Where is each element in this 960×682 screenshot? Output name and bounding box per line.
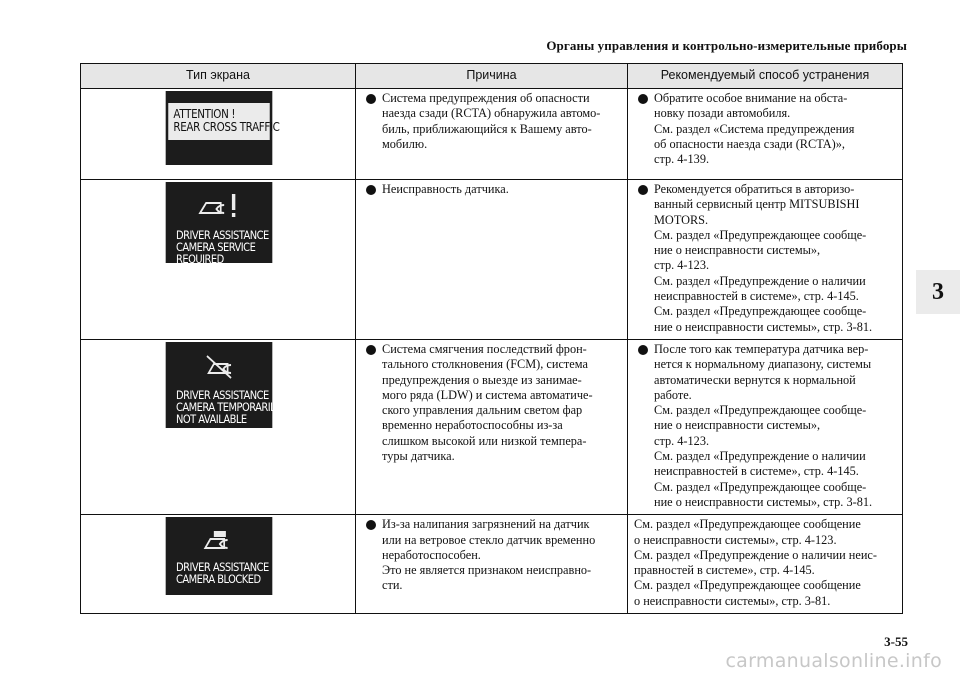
screen-cell [81,180,356,340]
remedy-cell [628,339,903,514]
text-line: ванный сервисный центр MITSUBISHI [654,197,860,212]
camera-blocked-icon [193,527,245,555]
table-row [81,180,903,340]
text-line: См. раздел «Предупреждение о наличии [654,449,866,464]
text-line: о неисправности системы», стр. 4-123. [634,532,837,547]
table-header-row [81,64,903,89]
text-line: о неисправности системы», стр. 3-81. [634,593,831,608]
text-line: Из-за налипания загрязнений на датчик [382,517,590,532]
camera-warning-icon [193,192,245,220]
column-header-screen-type: Тип экрана [81,64,356,89]
cause-cell [356,515,628,614]
text-line: ние о неисправности системы», [654,243,821,258]
text-line: ского управления дальним светом фар [382,403,583,418]
bullet-icon [366,345,376,355]
bullet-icon [366,520,376,530]
text-line: См. раздел «Предупреждающее сообщение [634,517,861,532]
display-line: CAMERA SERVICE [176,240,256,254]
warning-messages-table [80,63,903,614]
text-line: См. раздел «Предупреждение о наличии неис- [634,547,877,562]
cause-cell [356,339,628,514]
text-line: ние о неисправности системы», стр. 3-81. [654,494,873,509]
column-header-cause: Причина [356,64,628,89]
text-line: ние о неисправности системы», стр. 3-81. [654,319,873,334]
remedy-cell [628,515,903,614]
display-line: CAMERA BLOCKED [176,572,261,587]
cause-cell [356,89,628,180]
table-row [81,339,903,514]
text-line: стр. 4-123. [654,433,710,448]
text-line: См. раздел «Система предупреждения [654,121,855,136]
text-line: стр. 4-123. [654,258,710,273]
display-camera-service-required [166,182,273,266]
text-line: неисправностей в системе», стр. 4-145. [654,464,859,479]
text-line: Обратите особое внимание на обста- [654,91,848,105]
column-header-remedy: Рекомендуемый способ устранения [628,64,903,89]
text-line: См. раздел «Предупреждающее сообще- [654,403,867,418]
text-line: Рекомендуется обратиться в авторизо- [654,182,855,196]
display-rear-cross-traffic [166,91,280,165]
text-line: мого ряда (LDW) и система автоматиче- [382,387,593,402]
text-line: См. раздел «Предупреждающее сообще- [654,227,867,242]
bullet-icon [366,185,376,195]
text-line: стр. 4-139. [654,152,710,167]
display-line: REAR CROSS TRAFFIC [173,120,280,134]
bullet-icon [638,345,648,355]
text-line: См. раздел «Предупреждающее сообщение [634,578,861,593]
text-line: Это не является признаком неисправно- [382,563,592,578]
text-line: наезда сзади (RCTA) обнаружила автомо- [382,106,601,121]
remedy-cell [628,89,903,180]
bullet-icon [638,94,648,104]
display-line: CAMERA TEMPORARILY [176,399,280,414]
display-camera-blocked [166,517,273,595]
display-line: REQUIRED [176,252,224,266]
camera-unavailable-icon [193,352,245,380]
cause-cell [356,180,628,340]
display-line: NOT AVAILABLE [176,411,247,426]
bullet-icon [638,185,648,195]
screen-cell [81,339,356,514]
table-row [81,515,903,614]
text-line: слишком высокой или низкой темпера- [382,433,587,448]
text-line: Неисправность датчика. [382,182,509,196]
text-line: неработоспособен. [382,547,481,562]
chapter-tab: 3 [916,270,960,314]
bullet-icon [366,94,376,104]
screen-cell [81,515,356,614]
remedy-cell [628,180,903,340]
text-line: неисправностей в системе», стр. 4-145. [654,289,859,304]
table-row [81,89,903,180]
text-line: MOTORS. [654,212,709,227]
text-line: правностей в системе», стр. 4-145. [634,563,815,578]
display-camera-temporarily-unavailable [166,342,280,428]
text-line: См. раздел «Предупреждение о наличии [654,273,866,288]
watermark: carmanualsonline.info [725,650,942,672]
page-number: 3-55 [884,634,908,649]
display-line: DRIVER ASSISTANCE [176,228,269,242]
text-line: туры датчика. [382,449,455,464]
text-line: работе. [654,387,692,402]
text-line: новку позади автомобиля. [654,106,791,121]
text-line: автоматически вернутся к нормальной [654,372,856,387]
text-line: Система предупреждения об опасности [382,91,590,105]
text-line: об опасности наезда сзади (RCTA)», [654,136,845,151]
display-line: ATTENTION ! [173,107,236,121]
text-line: сти. [382,578,403,593]
page-header-title: Органы управления и контрольно-измерительные приборы [546,38,907,53]
text-line: См. раздел «Предупреждающее сообще- [654,304,867,319]
text-line: ние о неисправности системы», [654,418,821,433]
text-line: временно неработоспособны из-за [382,418,563,433]
text-line: предупреждения о выезде из занимае- [382,372,582,387]
text-line: нется к нормальному диапазону, системы [654,357,872,372]
display-line: DRIVER ASSISTANCE [176,387,269,402]
text-line: См. раздел «Предупреждающее сообще- [654,479,867,494]
text-line: мобилю. [382,136,428,151]
text-line: тального столкновения (FCM), система [382,357,588,372]
screen-cell [81,89,356,180]
attention-box [168,103,280,140]
display-line: DRIVER ASSISTANCE [176,560,269,575]
text-line: биль, приближающийся к Вашему авто- [382,121,592,136]
text-line: После того как температура датчика вер- [654,341,869,356]
text-line: Система смягчения последствий фрон- [382,341,587,356]
text-line: или на ветровое стекло датчик временно [382,532,596,547]
